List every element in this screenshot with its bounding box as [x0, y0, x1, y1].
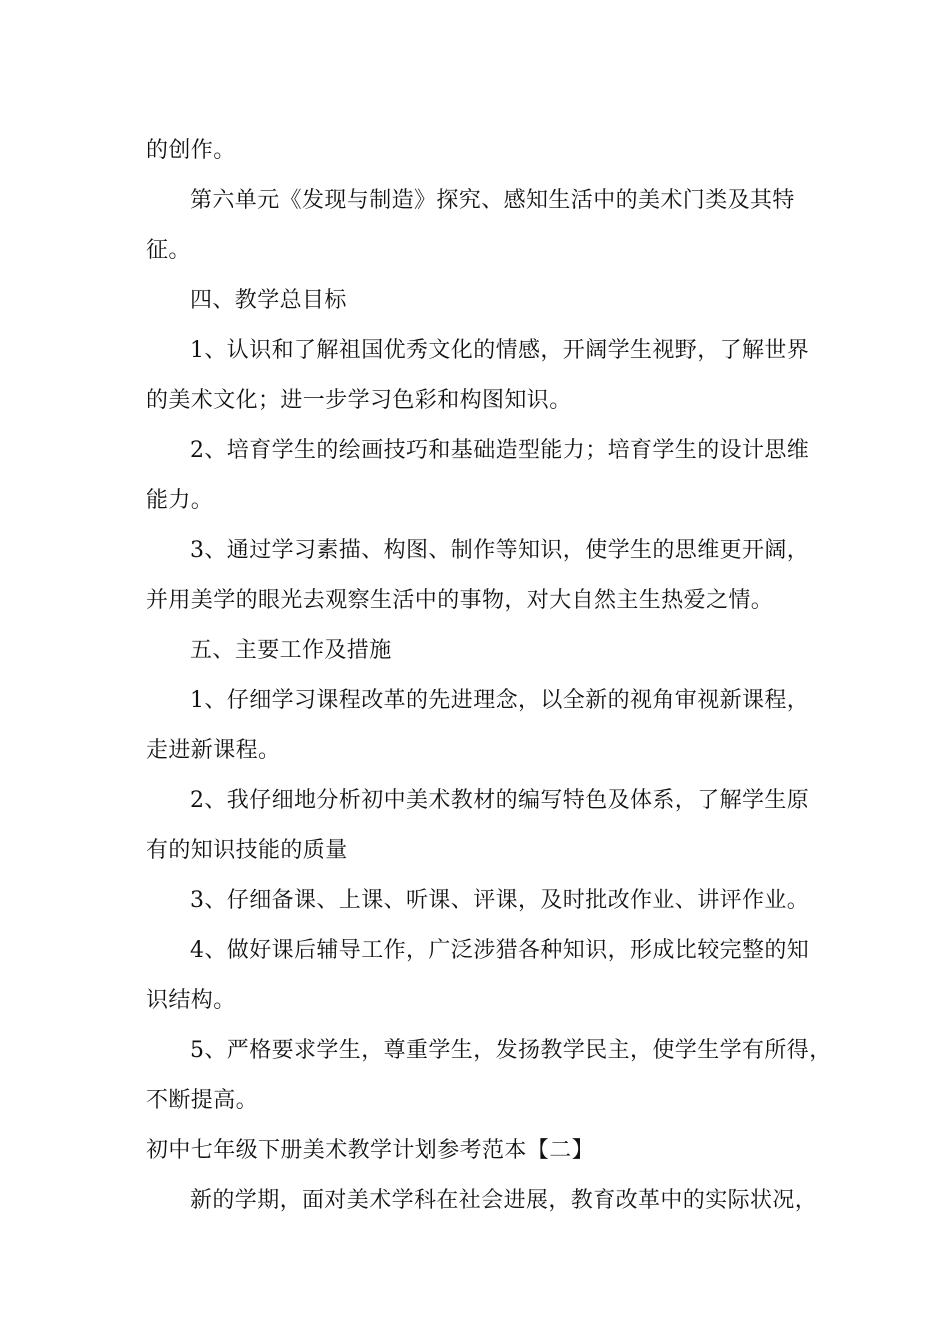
section-heading: 五、主要工作及措施 [190, 638, 392, 663]
text-line: 2、我仔细地分析初中美术教材的编写特色及体系，了解学生原 [190, 788, 810, 813]
text-line: 识结构。 [146, 988, 236, 1013]
text-line: 并用美学的眼光去观察生活中的事物，对大自然主生热爱之情。 [146, 588, 774, 613]
text-line: 3、仔细备课、上课、听课、评课，及时批改作业、讲评作业。 [190, 888, 810, 913]
text-line: 5、严格要求学生，尊重学生，发扬教学民主，使学生学有所得， [190, 1038, 832, 1063]
text-line: 3、通过学习素描、构图、制作等知识，使学生的思维更开阔， [190, 538, 810, 563]
text-line: 不断提高。 [146, 1088, 259, 1113]
document-subtitle: 初中七年级下册美术教学计划参考范本【二】 [146, 1138, 595, 1163]
text-line: 征。 [146, 238, 191, 263]
text-line: 新的学期，面对美术学科在社会进展，教育改革中的实际状况， [190, 1188, 818, 1213]
text-line: 1、仔细学习课程改革的先进理念，以全新的视角审视新课程， [190, 688, 810, 713]
text-line: 的创作。 [146, 138, 236, 163]
text-line: 的美术文化；进一步学习色彩和构图知识。 [146, 388, 572, 413]
section-heading: 四、教学总目标 [190, 288, 347, 313]
text-line: 走进新课程。 [146, 738, 281, 763]
text-line: 第六单元《发现与制造》探究、感知生活中的美术门类及其特 [190, 188, 795, 213]
text-line: 4、做好课后辅导工作，广泛涉猎各种知识，形成比较完整的知 [190, 938, 810, 963]
text-line: 有的知识技能的质量 [146, 838, 348, 863]
text-line: 能力。 [146, 488, 214, 513]
text-line: 1、认识和了解祖国优秀文化的情感，开阔学生视野，了解世界 [190, 338, 810, 363]
text-line: 2、培育学生的绘画技巧和基础造型能力；培育学生的设计思维 [190, 438, 810, 463]
